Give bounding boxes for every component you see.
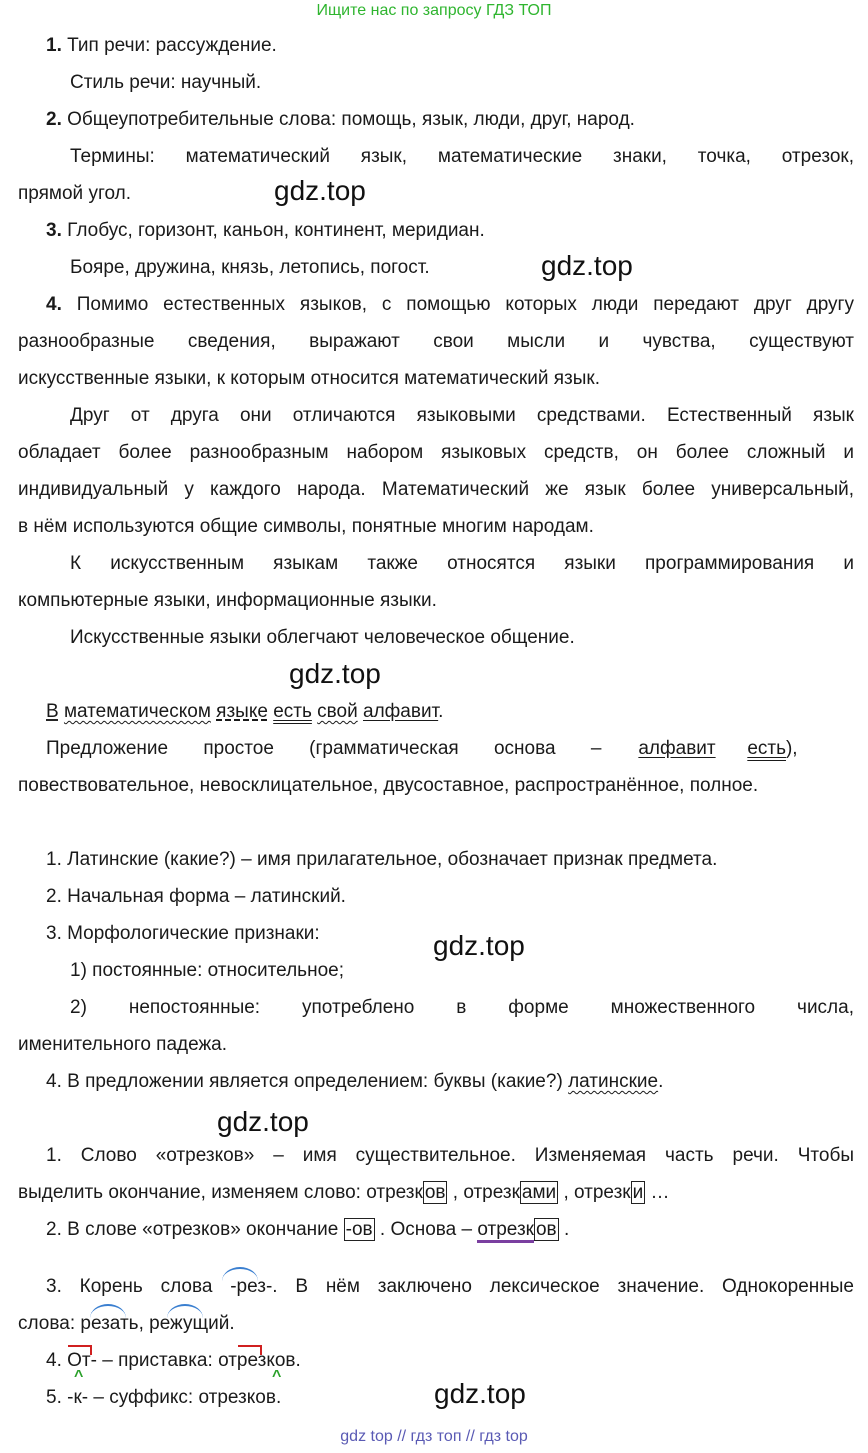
morph-line7: 4. В предложении является определением: буквы (какие?) латинские.	[46, 1071, 664, 1092]
ending-box: -ов	[345, 1219, 373, 1240]
morph-line5: 2) непостоянные: употреблено в форме множественного числа,	[70, 997, 854, 1018]
task4-p3-line2: компьютерные языки, информационные языки.	[18, 590, 437, 611]
word-line6: 4. От- – приставка: отрезков.	[46, 1350, 301, 1371]
task2-line3: прямой угол.	[18, 183, 131, 204]
watermark: gdz.top	[541, 250, 633, 281]
analysis-line2: повествовательное, невосклицательное, двусоставное, распространённое, полное.	[18, 775, 759, 796]
task2-line2: Термины: математический язык, математические знаки, точка, отрезок,	[70, 146, 854, 167]
root-arc	[90, 1304, 126, 1318]
task4-p2-line4: в нём используются общие символы, понятные многим народам.	[18, 516, 594, 537]
watermark: gdz.top	[433, 930, 525, 961]
morph-line2: 2. Начальная форма – латинский.	[46, 886, 346, 907]
ending-box: ами	[521, 1182, 557, 1203]
morph-line3: 3. Морфологические признаки:	[46, 923, 320, 944]
task4-p3-line1: К искусственным языкам также относятся языки программирования и	[70, 553, 854, 574]
site-header: Ищите нас по запросу ГДЗ ТОП	[316, 2, 552, 19]
task4-p2-line3: индивидуальный у каждого народа. Математический же язык более универсальный,	[18, 479, 854, 500]
word-line4: 3. Корень слова -рез-. В нём заключено лексическое значение. Однокоренные	[46, 1276, 854, 1297]
task4-p1-line2: разнообразные сведения, выражают свои мысли и чувства, существуют	[18, 331, 854, 352]
watermark: gdz.top	[289, 658, 381, 689]
task1-line2: Стиль речи: научный.	[70, 72, 262, 93]
task4-p4: Искусственные языки облегчают человеческое общение.	[70, 627, 575, 648]
parsed-sentence: В математическом языке есть свой алфавит.	[46, 701, 444, 722]
word-line3: 2. В слове «отрезков» окончание -ов . Основа – отрезк ов .	[46, 1218, 854, 1242]
task3-line2: Бояре, дружина, князь, летопись, погост.	[70, 257, 430, 278]
task3-line1: 3. Глобус, горизонт, каньон, континент, меридиан.	[46, 220, 485, 241]
word-line5: слова: резать, режущий.	[18, 1313, 235, 1334]
ending-box: ов	[535, 1219, 557, 1240]
task1-line1: 1. Тип речи: рассуждение.	[46, 35, 277, 56]
task2-line1: 2. Общеупотребительные слова: помощь, язык, люди, друг, народ.	[46, 109, 635, 130]
suffix-mark: ^	[272, 1368, 282, 1385]
task4-p2-line2: обладает более разнообразным набором языковых средств, он более сложный и	[18, 442, 854, 463]
watermark: gdz.top	[217, 1106, 309, 1137]
morph-line6: именительного падежа.	[18, 1034, 228, 1055]
ending-box: и	[632, 1182, 644, 1203]
word-line1: 1. Слово «отрезков» – имя существительное. Изменяемая часть речи. Чтобы	[46, 1145, 854, 1166]
watermark: gdz.top	[434, 1378, 526, 1409]
analysis-line1: Предложение простое (грамматическая основа – алфавит есть),	[46, 738, 798, 759]
task4-p2-line1: Друг от друга они отличаются языковыми средствами. Естественный язык	[70, 405, 854, 426]
word-line7: 5. -к- – суффикс: отрезков.	[46, 1387, 282, 1408]
root-arc	[167, 1304, 203, 1318]
stem-mark: отрезк	[477, 1219, 534, 1243]
prefix-mark	[68, 1345, 92, 1355]
word-line2: выделить окончание, изменяем слово: отрезк ов , отрезк ами , отрезк и …	[18, 1182, 670, 1203]
site-footer: gdz top // гдз топ // гдз top	[340, 1428, 528, 1445]
ending-box: ов	[424, 1182, 446, 1203]
task4-p1-line1: 4. Помимо естественных языков, с помощью которых люди передают друг другу	[46, 294, 854, 315]
suffix-mark: ^	[74, 1368, 84, 1385]
watermark: gdz.top	[274, 175, 366, 206]
morph-line4: 1) постоянные: относительное;	[70, 960, 344, 981]
root-arc	[222, 1267, 258, 1281]
morph-line1: 1. Латинские (какие?) – имя прилагательное, обозначает признак предмета.	[46, 849, 718, 870]
task4-p1-line3: искусственные языки, к которым относится математический язык.	[18, 368, 600, 389]
prefix-mark	[238, 1345, 262, 1355]
